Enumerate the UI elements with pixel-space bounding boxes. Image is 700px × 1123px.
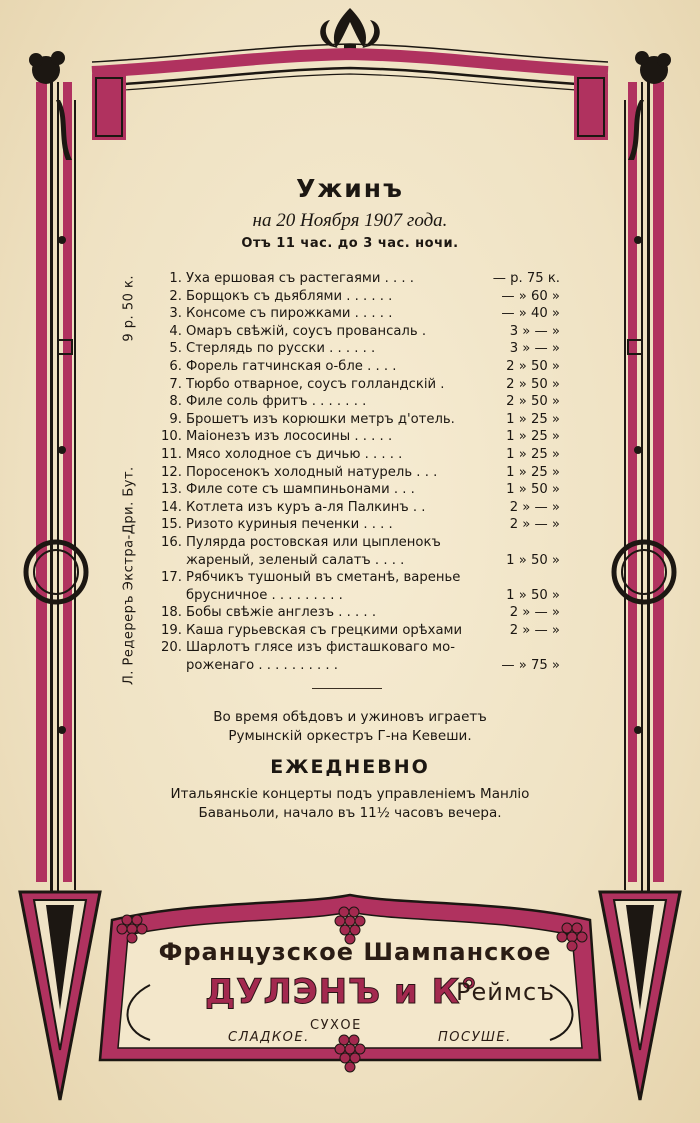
serving-hours: Отъ 11 час. до 3 час. ночи. [241, 236, 459, 251]
advert-sweet-label: СЛАДКОЕ. [228, 1030, 310, 1045]
page-title: Ужинъ [296, 174, 404, 203]
left-ring-ornament [26, 542, 86, 602]
daily-heading: ЕЖЕДНЕВНО [270, 756, 430, 778]
menu-item-name: Брошетъ изъ корюшки метръ д'отель. [186, 411, 455, 427]
menu-item-number: 5. [169, 341, 182, 357]
menu-item-number: 14. [161, 499, 182, 515]
menu-item-price: — » 60 » [501, 288, 560, 304]
menu-item-price: 1 » 25 » [506, 464, 560, 480]
menu-item-number: 10. [161, 429, 182, 445]
menu-item-number: 20. [161, 640, 182, 656]
menu-item-price: 2 » 50 » [506, 358, 560, 374]
menu-list [160, 270, 560, 675]
menu-item-name: Пулярда ростовская или цыпленокъ [186, 534, 441, 550]
menu-item-price: — » 75 » [501, 658, 560, 674]
advert-brand: ДУЛЭНЪ и К° [205, 972, 479, 1012]
menu-item-name: брусничное . . . . . . . . . [186, 587, 343, 603]
menu-item-name: Рябчикъ тушоный въ сметанѣ, варенье [186, 570, 461, 586]
menu-item [160, 516, 560, 534]
menu-item-name: Бобы свѣжіе англезъ . . . . . [186, 605, 377, 621]
menu-item-name: жареный, зеленый салатъ . . . . [186, 552, 405, 568]
menu-item-price: 2 » — » [509, 517, 560, 533]
menu-item-number: 17. [161, 570, 182, 586]
menu-item [160, 393, 560, 411]
menu-item [160, 587, 560, 605]
advert-drier-label: ПОСУШЕ. [438, 1030, 512, 1045]
champagne-advert [0, 880, 700, 1123]
menu-item-number: 19. [161, 622, 182, 638]
menu-item-name: Консоме съ пирожками . . . . . [186, 306, 393, 322]
menu-item [160, 288, 560, 306]
menu-item-number: 12. [161, 464, 182, 480]
menu-item-number: 13. [161, 482, 182, 498]
menu-item-number: 1. [169, 271, 182, 286]
menu-item [160, 534, 560, 552]
menu-item-price: 1 » 25 » [506, 411, 560, 427]
menu-item [160, 376, 560, 394]
menu-item-name: Уха ершовая съ растегаями . . . . [186, 271, 414, 286]
menu-item-name: Филе соте съ шампиньонами . . . [186, 482, 415, 498]
menu-item-price: 3 » — » [509, 323, 560, 339]
menu-item-number: 16. [161, 534, 182, 550]
menu-item [160, 481, 560, 499]
menu-item-name: Филе соль фритъ . . . . . . . [186, 394, 367, 410]
concert-line: Баваньоли, начало въ 11½ часовъ вечера. [198, 805, 502, 821]
menu-item-name: Форель гатчинская о-бле . . . . [186, 358, 397, 374]
menu-item [160, 569, 560, 587]
orchestra-notice [0, 708, 700, 746]
wine-name: Л. Редереръ Экстра-Дри. Бут. [121, 466, 137, 685]
concert-line: Итальянскіе концерты подъ управленіемъ Манліо [170, 786, 530, 802]
notice-line: Во время обѣдовъ и ужиновъ играетъ [213, 709, 487, 725]
menu-item-name: Каша гурьевская съ грецкими орѣхами [186, 622, 463, 638]
menu-item-number: 18. [161, 605, 182, 621]
menu-item-number: 3. [169, 306, 182, 322]
menu-item-price: 2 » 50 » [506, 394, 560, 410]
menu-item-number: 9. [169, 411, 182, 427]
menu-item [160, 305, 560, 323]
menu-item [160, 340, 560, 358]
menu-item-price: 2 » — » [509, 622, 560, 638]
menu-item [160, 639, 560, 657]
menu-item [160, 323, 560, 341]
date-subtitle: на 20 Ноября 1907 года. [252, 210, 448, 231]
menu-item-name: Стерлядь по русски . . . . . . [186, 341, 376, 357]
menu-item-name: Шарлотъ глясе изъ фисташковаго мо- [186, 640, 455, 656]
menu-item [160, 428, 560, 446]
menu-item-name: Котлета изъ куръ а-ля Палкинъ . . [186, 499, 426, 515]
menu-item-number: 6. [169, 358, 182, 374]
menu-item-number: 8. [169, 394, 182, 410]
menu-item-name: Мясо холодное съ дичью . . . . . [186, 446, 403, 462]
menu-item-name: Поросенокъ холодный натурель . . . [186, 464, 438, 480]
advert-dry-label: СУХОЕ [310, 1018, 362, 1033]
menu-item [160, 622, 560, 640]
menu-item-price: — р. 75 к. [492, 271, 560, 286]
menu-item-price: 1 » 50 » [506, 482, 560, 498]
menu-item-price: 2 » — » [509, 605, 560, 621]
menu-item [160, 270, 560, 288]
menu-item [160, 464, 560, 482]
menu-item-price: 2 » — » [509, 499, 560, 515]
menu-item [160, 358, 560, 376]
menu-item-price: 3 » — » [509, 341, 560, 357]
menu-item [160, 411, 560, 429]
frame-top-bar [92, 44, 608, 92]
menu-item-number: 15. [161, 517, 182, 533]
menu-item-name: Ризото куриныя печенки . . . . [186, 517, 393, 533]
menu-item-price: 1 » 25 » [506, 429, 560, 445]
advert-heading: Французское Шампанское [158, 938, 552, 966]
menu-item [160, 604, 560, 622]
menu-item [160, 446, 560, 464]
divider [312, 688, 382, 689]
menu-item-price: 1 » 50 » [506, 552, 560, 568]
menu-item-name: Тюрбо отварное, соусъ голландскій . [186, 376, 445, 392]
menu-item-price: 1 » 25 » [506, 446, 560, 462]
menu-item-number: 4. [169, 323, 182, 339]
menu-item-name: роженаго . . . . . . . . . . [186, 658, 338, 674]
menu-item [160, 657, 560, 675]
menu-item-name: Омаръ свѣжій, соусъ провансаль . [186, 323, 427, 339]
menu-item [160, 552, 560, 570]
menu-item-number: 7. [169, 376, 182, 392]
menu-item-name: Борщокъ съ дьяблями . . . . . . [186, 288, 393, 304]
menu-item [160, 499, 560, 517]
menu-item-number: 11. [161, 446, 182, 462]
menu-item-price: — » 40 » [501, 306, 560, 322]
menu-item-number: 2. [169, 288, 182, 304]
concert-notice [0, 785, 700, 823]
notice-line: Румынскій оркестръ Г-на Кевеши. [228, 728, 472, 744]
menu-item-price: 2 » 50 » [506, 376, 560, 392]
menu-item-name: Маіонезъ изъ лососины . . . . . [186, 429, 393, 445]
advert-city: Реймсъ [456, 978, 556, 1006]
right-ring-ornament [614, 542, 674, 602]
menu-item-price: 1 » 50 » [506, 587, 560, 603]
wine-price: 9 р. 50 к. [121, 275, 137, 342]
